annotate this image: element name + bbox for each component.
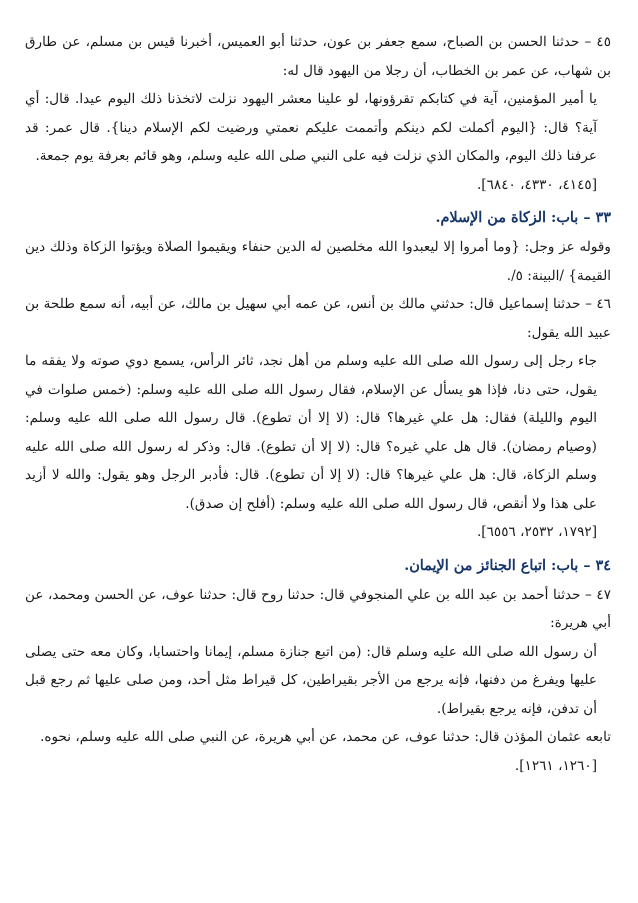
chapter-33-verse: وقوله عز وجل: {وما أمروا إلا ليعبدوا الله مخلصين له الدين حنفاء ويقيموا الصلاة ويؤتوا الزكاة وذلك دين القيمة} /البينة: ٥/.: [25, 239, 611, 284]
chapter-33-title: ٣٣ – باب: الزكاة من الإسلام.: [435, 209, 611, 226]
hadith-45-isnad: ٤٥ – حدثنا الحسن بن الصباح، سمع جعفر بن عون، حدثنا أبو العميس، أخبرنا قيس بن مسلم، عن طارق بن شهاب، عن عمر بن الخطاب، أن رجلا من اليهود قال له:: [25, 34, 611, 79]
hadith-47-refs: [١٢٦٠، ١٢٦١].: [514, 757, 597, 774]
hadith-46-isnad: ٤٦ – حدثنا إسماعيل قال: حدثني مالك بن أنس، عن عمه أبي سهيل بن مالك، عن أبيه، أنه سمع طلحة بن عبيد الله يقول:: [25, 296, 611, 341]
hadith-47-mutabaa: تابعه عثمان المؤذن قال: حدثنا عوف، عن محمد، عن أبي هريرة، عن النبي صلى الله عليه وسلم، نحوه.: [40, 729, 611, 745]
hadith-46-refs: [١٧٩٢، ٢٥٣٢، ٦٥٥٦].: [476, 524, 597, 540]
hadith-47-matn: أن رسول الله صلى الله عليه وسلم قال: (من اتبع جنازة مسلم، إيمانا واحتسابا، وكان معه حتى يصلى عليها ويفرغ من دفنها، فإنه يرجع من الأجر بقيراطين، كل قيراط مثل أحد، ومن صلى عليها ثم رجع قبل أن تدفن، فإنه يرجع بقيراط).: [25, 643, 597, 717]
hadith-46-matn: جاء رجل إلى رسول الله صلى الله عليه وسلم من أهل نجد، ثائر الرأس، يسمع دوي صوته ولا يفقه ما يقول، حتى دنا، فإذا هو يسأل عن الإسلام، فقال رسول الله صلى الله عليه وسلم: (خمس صلوات في اليوم والليلة) فقال: هل علي غيرها؟ قال: (لا إلا أن تطوع). قال رسول الله صلى الله عليه وسلم: (وصيام رمضان). قال هل علي غيره؟ قال: (لا إلا أن تطوع). قال: وذكر له رسول الله صلى الله عليه وسلم الزكاة، قال: هل علي غيرها؟ قال: (لا إلا أن تطوع). قال: فأدبر الرجل وهو يقول: والله لا أزيد على هذا ولا أنقص، قال رسول الله صلى الله عليه وسلم: (أفلح إن صدق).: [25, 353, 597, 512]
hadith-45-matn: يا أمير المؤمنين، آية في كتابكم تقرؤونها، لو علينا معشر اليهود نزلت لاتخذنا ذلك اليوم عيدا. قال: أي آية؟ قال: {اليوم أكملت لكم دينكم وأتممت عليكم نعمتي ورضيت لكم الإسلام دينا}. قال عمر: قد عرفنا ذلك اليوم، والمكان الذي نزلت فيه على النبي صلى الله عليه وسلم، وهو قائم بعرفة يوم جمعة.: [25, 91, 597, 164]
document-page: [25, 28, 611, 780]
hadith-47-isnad: ٤٧ – حدثنا أحمد بن عبد الله بن علي المنجوفي قال: حدثنا روح قال: حدثنا عوف، عن الحسن ومحمد، عن أبي هريرة:: [25, 586, 611, 631]
chapter-34-title: ٣٤ – باب: اتباع الجنائز من الإيمان.: [404, 556, 611, 574]
hadith-45-refs: [٤١٤٥، ٤٣٣٠، ٦٨٤٠].: [476, 176, 597, 193]
